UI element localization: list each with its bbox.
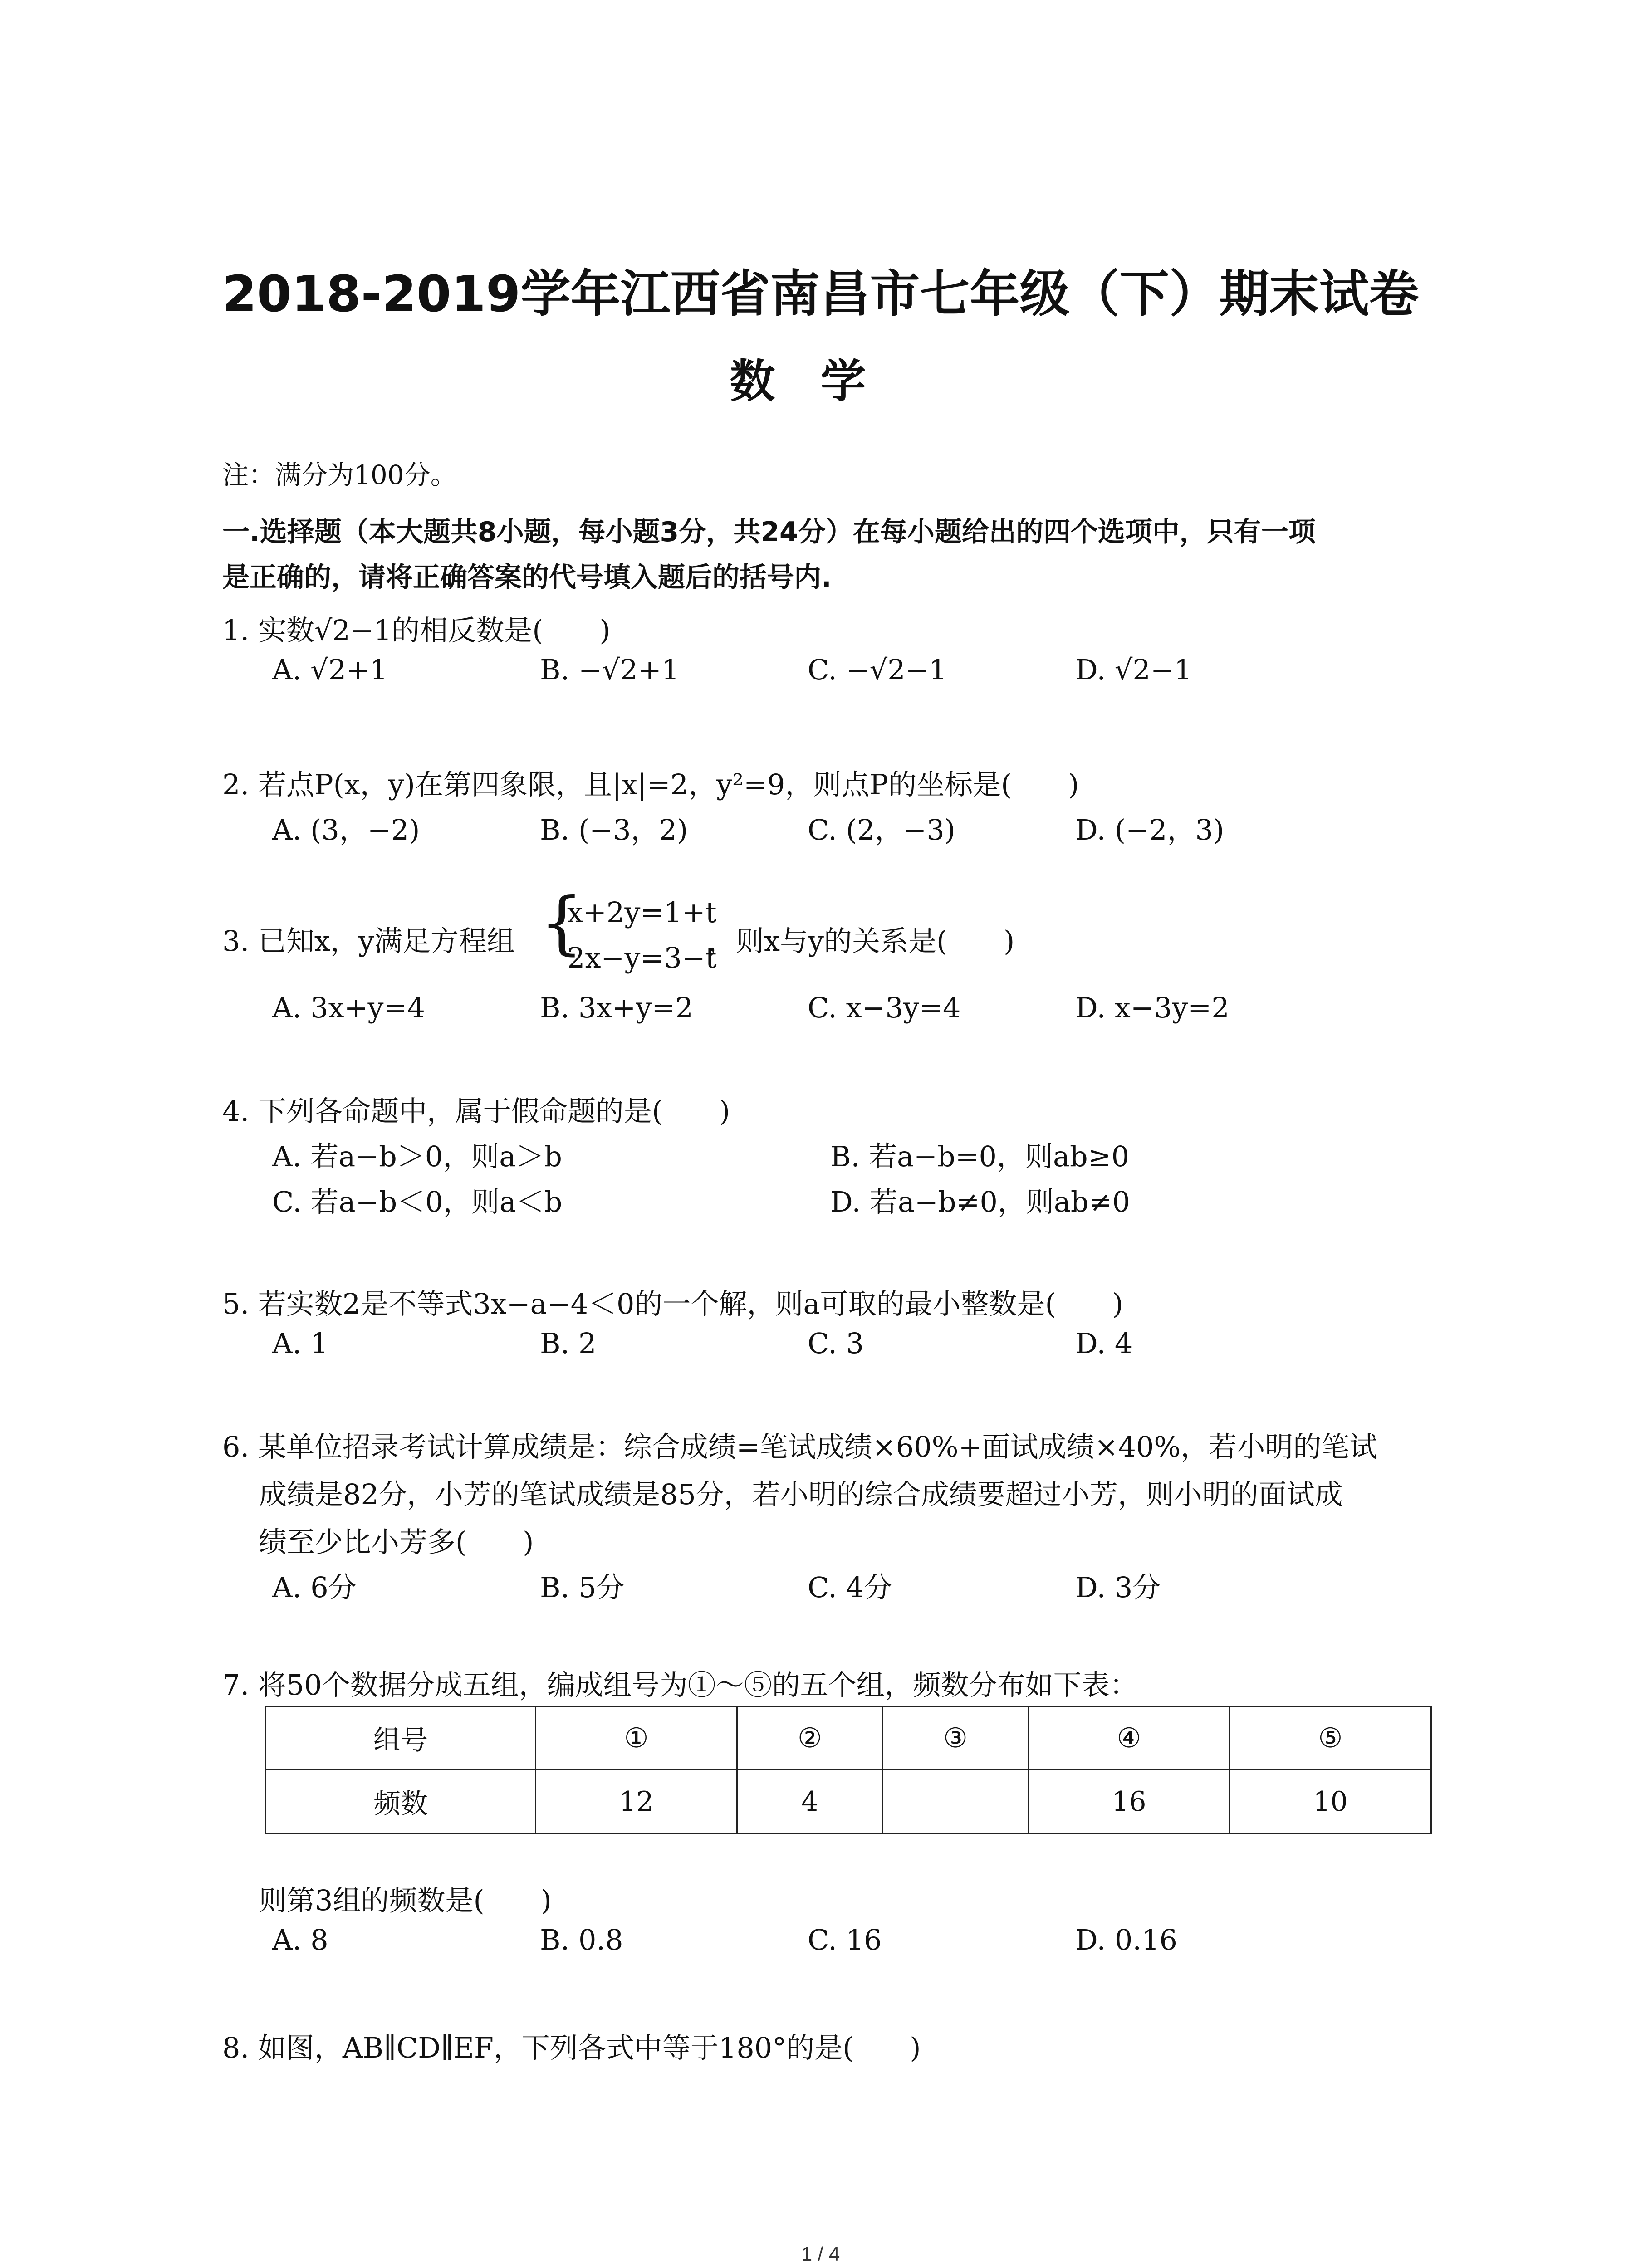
table-cell: ④ (1028, 1706, 1230, 1770)
question-6-option-c: C. 4分 (808, 1571, 892, 1604)
brace-symbol: { (540, 884, 583, 963)
section-heading-line1: 一.选择题（本大题共8小题，每小题3分，共24分）在每小题给出的四个选项中，只有一项 (222, 516, 1316, 548)
question-3-stem-suffix: ，则x与y的关系是( ) (708, 924, 1015, 958)
question-4-stem: 4. 下列各命题中，属于假命题的是( ) (222, 1095, 730, 1128)
question-7-option-c: C. 16 (808, 1923, 882, 1956)
question-7-followup: 则第3组的频数是( ) (259, 1884, 552, 1917)
question-4-option-c: C. 若a−b＜0，则a＜b (272, 1185, 563, 1218)
table-cell: ① (536, 1706, 737, 1770)
section-heading-line2: 是正确的，请将正确答案的代号填入题后的括号内. (222, 562, 832, 593)
question-6-option-b: B. 5分 (540, 1571, 625, 1604)
table-cell (882, 1770, 1028, 1833)
question-1-stem: 1. 实数√2−1的相反数是( ) (222, 614, 611, 647)
table-cell: 10 (1230, 1770, 1431, 1833)
question-1-option-c: C. −√2−1 (808, 653, 947, 686)
table-header-row (266, 1706, 1431, 1770)
table-cell: ⑤ (1230, 1706, 1431, 1770)
question-3-option-b: B. 3x+y=2 (540, 991, 693, 1024)
question-2-option-c: C. (2，−3) (808, 813, 955, 846)
question-2-option-d: D. (−2，3) (1075, 813, 1225, 846)
exam-subtitle: 数学 (730, 355, 911, 408)
frequency-table (265, 1706, 1432, 1834)
table-cell: 组号 (266, 1706, 536, 1770)
question-4-option-a: A. 若a−b＞0，则a＞b (272, 1140, 562, 1173)
table-cell: 频数 (266, 1770, 536, 1833)
table-cell: ② (737, 1706, 883, 1770)
question-1-option-a: A. √2+1 (272, 653, 388, 686)
question-2-stem: 2. 若点P(x，y)在第四象限，且|x|=2，y²=9，则点P的坐标是( ) (222, 768, 1079, 801)
table-cell: 4 (737, 1770, 883, 1833)
question-4-option-d: D. 若a−b≠0，则ab≠0 (830, 1185, 1130, 1218)
question-4-option-b: B. 若a−b=0，则ab≥0 (830, 1140, 1130, 1173)
question-7-option-a: A. 8 (272, 1923, 328, 1956)
question-7-stem: 7. 将50个数据分成五组，编成组号为①～⑤的五个组，频数分布如下表： (222, 1668, 1138, 1701)
question-6-option-d: D. 3分 (1075, 1571, 1161, 1604)
question-3-option-d: D. x−3y=2 (1075, 991, 1230, 1024)
table-row (266, 1770, 1431, 1833)
question-6-option-a: A. 6分 (272, 1571, 357, 1604)
question-6-stem-line3: 绩至少比小芳多( ) (259, 1525, 534, 1559)
question-7-option-b: B. 0.8 (540, 1923, 623, 1956)
question-8-stem: 8. 如图，AB∥CD∥EF，下列各式中等于180°的是( ) (222, 2031, 921, 2064)
table-cell: 12 (536, 1770, 737, 1833)
question-6-stem-line1: 6. 某单位招录考试计算成绩是：综合成绩=笔试成绩×60%+面试成绩×40%，若小明的笔试 (222, 1430, 1378, 1463)
exam-title: 2018-2019学年江西省南昌市七年级（下）期末试卷 (222, 265, 1419, 323)
question-3-equation-2: 2x−y=3−t (567, 941, 717, 974)
question-3-option-a: A. 3x+y=4 (272, 991, 425, 1024)
question-2-option-a: A. (3，−2) (272, 813, 420, 846)
question-3-equation-1: x+2y=1+t (567, 896, 717, 929)
score-note: 注：满分为100分。 (222, 459, 457, 490)
question-5-stem: 5. 若实数2是不等式3x−a−4＜0的一个解，则a可取的最小整数是( ) (222, 1287, 1123, 1320)
question-1-option-b: B. −√2+1 (540, 653, 680, 686)
table-cell: ③ (882, 1706, 1028, 1770)
question-6-stem-line2: 成绩是82分，小芳的笔试成绩是85分，若小明的综合成绩要超过小芳，则小明的面试成 (259, 1478, 1343, 1511)
question-7-option-d: D. 0.16 (1075, 1923, 1177, 1956)
question-3-stem-prefix: 3. 已知x，y满足方程组 (222, 924, 515, 958)
question-2-option-b: B. (−3，2) (540, 813, 688, 846)
question-5-option-c: C. 3 (808, 1327, 864, 1360)
table-cell: 16 (1028, 1770, 1230, 1833)
question-5-option-a: A. 1 (272, 1327, 328, 1360)
question-5-option-b: B. 2 (540, 1327, 597, 1360)
page-number: 1 / 4 (801, 2243, 840, 2265)
question-1-option-d: D. √2−1 (1075, 653, 1192, 686)
question-5-option-d: D. 4 (1075, 1327, 1133, 1360)
question-3-option-c: C. x−3y=4 (808, 991, 961, 1024)
